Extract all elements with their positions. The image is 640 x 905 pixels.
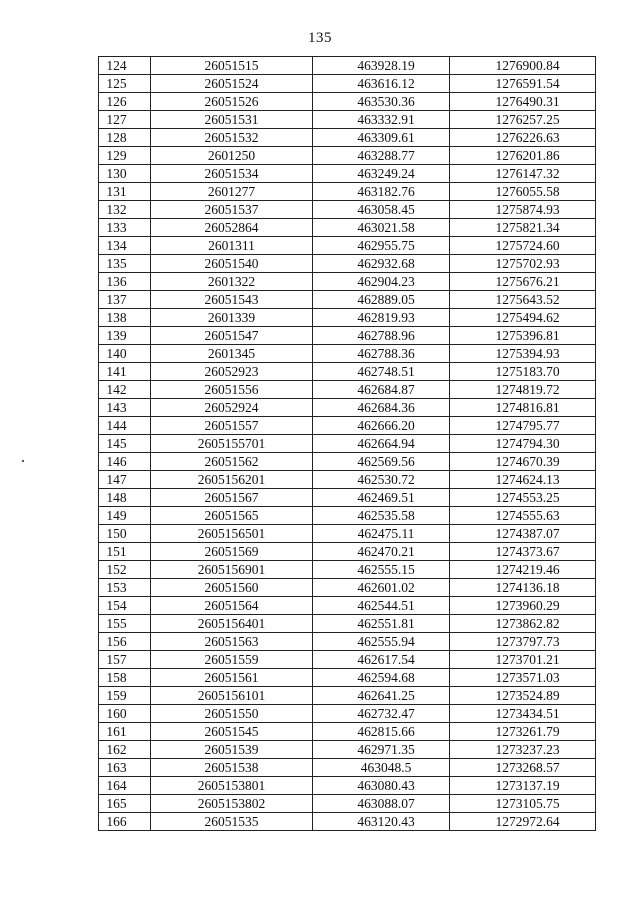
y-coordinate-cell: 1273434.51	[450, 705, 596, 723]
x-coordinate-cell: 462601.02	[313, 579, 450, 597]
row-index-cell: 133	[99, 219, 151, 237]
row-index-cell: 137	[99, 291, 151, 309]
point-number-cell: 26051532	[151, 129, 313, 147]
x-coordinate-cell: 462815.66	[313, 723, 450, 741]
y-coordinate-cell: 1274373.67	[450, 543, 596, 561]
y-coordinate-cell: 1273797.73	[450, 633, 596, 651]
table-row	[99, 435, 596, 453]
point-number-cell: 2605156401	[151, 615, 313, 633]
point-number-cell: 26051563	[151, 633, 313, 651]
y-coordinate-cell: 1274795.77	[450, 417, 596, 435]
y-coordinate-cell: 1273524.89	[450, 687, 596, 705]
x-coordinate-cell: 462684.87	[313, 381, 450, 399]
x-coordinate-cell: 462544.51	[313, 597, 450, 615]
table-row	[99, 597, 596, 615]
table-row	[99, 705, 596, 723]
y-coordinate-cell: 1275724.60	[450, 237, 596, 255]
point-number-cell: 26051531	[151, 111, 313, 129]
y-coordinate-cell: 1276055.58	[450, 183, 596, 201]
point-number-cell: 2605156101	[151, 687, 313, 705]
y-coordinate-cell: 1273701.21	[450, 651, 596, 669]
x-coordinate-cell: 462955.75	[313, 237, 450, 255]
table-row	[99, 795, 596, 813]
x-coordinate-cell: 463058.45	[313, 201, 450, 219]
point-number-cell: 26051559	[151, 651, 313, 669]
x-coordinate-cell: 463928.19	[313, 57, 450, 75]
row-index-cell: 156	[99, 633, 151, 651]
y-coordinate-cell: 1274819.72	[450, 381, 596, 399]
row-index-cell: 128	[99, 129, 151, 147]
point-number-cell: 26052923	[151, 363, 313, 381]
point-number-cell: 2601250	[151, 147, 313, 165]
y-coordinate-cell: 1274624.13	[450, 471, 596, 489]
x-coordinate-cell: 463120.43	[313, 813, 450, 831]
table-row	[99, 75, 596, 93]
y-coordinate-cell: 1274670.39	[450, 453, 596, 471]
point-number-cell: 2605156501	[151, 525, 313, 543]
row-index-cell: 162	[99, 741, 151, 759]
x-coordinate-cell: 462555.15	[313, 561, 450, 579]
row-index-cell: 148	[99, 489, 151, 507]
point-number-cell: 2601339	[151, 309, 313, 327]
point-number-cell: 26051556	[151, 381, 313, 399]
table-row	[99, 309, 596, 327]
point-number-cell: 26051538	[151, 759, 313, 777]
row-index-cell: 165	[99, 795, 151, 813]
x-coordinate-cell: 462666.20	[313, 417, 450, 435]
row-index-cell: 155	[99, 615, 151, 633]
y-coordinate-cell: 1274387.07	[450, 525, 596, 543]
table-row	[99, 489, 596, 507]
y-coordinate-cell: 1273105.75	[450, 795, 596, 813]
table-row	[99, 543, 596, 561]
row-index-cell: 124	[99, 57, 151, 75]
table-row	[99, 165, 596, 183]
y-coordinate-cell: 1274555.63	[450, 507, 596, 525]
y-coordinate-cell: 1273862.82	[450, 615, 596, 633]
table-row	[99, 129, 596, 147]
x-coordinate-cell: 462788.96	[313, 327, 450, 345]
y-coordinate-cell: 1273960.29	[450, 597, 596, 615]
y-coordinate-cell: 1273237.23	[450, 741, 596, 759]
y-coordinate-cell: 1273261.79	[450, 723, 596, 741]
x-coordinate-cell: 462530.72	[313, 471, 450, 489]
row-index-cell: 166	[99, 813, 151, 831]
table-row	[99, 525, 596, 543]
point-number-cell: 26051540	[151, 255, 313, 273]
y-coordinate-cell: 1274219.46	[450, 561, 596, 579]
point-number-cell: 26051561	[151, 669, 313, 687]
x-coordinate-cell: 462551.81	[313, 615, 450, 633]
table-row	[99, 399, 596, 417]
x-coordinate-cell: 462535.58	[313, 507, 450, 525]
row-index-cell: 130	[99, 165, 151, 183]
y-coordinate-cell: 1276591.54	[450, 75, 596, 93]
row-index-cell: 153	[99, 579, 151, 597]
y-coordinate-cell: 1275394.93	[450, 345, 596, 363]
x-coordinate-cell: 462594.68	[313, 669, 450, 687]
table-row	[99, 147, 596, 165]
table-row	[99, 219, 596, 237]
point-number-cell: 26051557	[151, 417, 313, 435]
x-coordinate-cell: 463530.36	[313, 93, 450, 111]
x-coordinate-cell: 463288.77	[313, 147, 450, 165]
y-coordinate-cell: 1275702.93	[450, 255, 596, 273]
point-number-cell: 26051537	[151, 201, 313, 219]
point-number-cell: 26051526	[151, 93, 313, 111]
row-index-cell: 146	[99, 453, 151, 471]
y-coordinate-cell: 1276201.86	[450, 147, 596, 165]
x-coordinate-cell: 462971.35	[313, 741, 450, 759]
point-number-cell: 2605155701	[151, 435, 313, 453]
row-index-cell: 132	[99, 201, 151, 219]
row-index-cell: 126	[99, 93, 151, 111]
point-number-cell: 26051543	[151, 291, 313, 309]
page-number: 135	[308, 30, 332, 46]
x-coordinate-cell: 463249.24	[313, 165, 450, 183]
table-row	[99, 345, 596, 363]
y-coordinate-cell: 1276226.63	[450, 129, 596, 147]
y-coordinate-cell: 1273137.19	[450, 777, 596, 795]
table-row	[99, 381, 596, 399]
point-number-cell: 26051534	[151, 165, 313, 183]
table-row	[99, 255, 596, 273]
y-coordinate-cell: 1275396.81	[450, 327, 596, 345]
row-index-cell: 136	[99, 273, 151, 291]
point-number-cell: 2605153802	[151, 795, 313, 813]
table-row	[99, 633, 596, 651]
row-index-cell: 145	[99, 435, 151, 453]
y-coordinate-cell: 1274136.18	[450, 579, 596, 597]
table-row	[99, 327, 596, 345]
point-number-cell: 26051524	[151, 75, 313, 93]
row-index-cell: 127	[99, 111, 151, 129]
x-coordinate-cell: 463182.76	[313, 183, 450, 201]
table-row	[99, 471, 596, 489]
point-number-cell: 26051560	[151, 579, 313, 597]
x-coordinate-cell: 462684.36	[313, 399, 450, 417]
table-row	[99, 759, 596, 777]
row-index-cell: 161	[99, 723, 151, 741]
table-row	[99, 741, 596, 759]
table-row	[99, 669, 596, 687]
point-number-cell: 2605153801	[151, 777, 313, 795]
x-coordinate-cell: 463021.58	[313, 219, 450, 237]
x-coordinate-cell: 462889.05	[313, 291, 450, 309]
table-row	[99, 687, 596, 705]
point-number-cell: 2601345	[151, 345, 313, 363]
row-index-cell: 143	[99, 399, 151, 417]
row-index-cell: 157	[99, 651, 151, 669]
x-coordinate-cell: 462732.47	[313, 705, 450, 723]
row-index-cell: 160	[99, 705, 151, 723]
x-coordinate-cell: 463080.43	[313, 777, 450, 795]
row-index-cell: 139	[99, 327, 151, 345]
y-coordinate-cell: 1276147.32	[450, 165, 596, 183]
point-number-cell: 2605156201	[151, 471, 313, 489]
table-row	[99, 777, 596, 795]
row-index-cell: 138	[99, 309, 151, 327]
x-coordinate-cell: 463088.07	[313, 795, 450, 813]
table-row	[99, 813, 596, 831]
y-coordinate-cell: 1276900.84	[450, 57, 596, 75]
table-row	[99, 615, 596, 633]
x-coordinate-cell: 462617.54	[313, 651, 450, 669]
table-row	[99, 507, 596, 525]
y-coordinate-cell: 1274553.25	[450, 489, 596, 507]
point-number-cell: 2601277	[151, 183, 313, 201]
x-coordinate-cell: 462904.23	[313, 273, 450, 291]
x-coordinate-cell: 463048.5	[313, 759, 450, 777]
x-coordinate-cell: 462932.68	[313, 255, 450, 273]
table-row	[99, 111, 596, 129]
row-index-cell: 141	[99, 363, 151, 381]
point-number-cell: 26051515	[151, 57, 313, 75]
point-number-cell: 26051562	[151, 453, 313, 471]
row-index-cell: 150	[99, 525, 151, 543]
y-coordinate-cell: 1276490.31	[450, 93, 596, 111]
row-index-cell: 129	[99, 147, 151, 165]
x-coordinate-cell: 462748.51	[313, 363, 450, 381]
x-coordinate-cell: 462569.56	[313, 453, 450, 471]
x-coordinate-cell: 463332.91	[313, 111, 450, 129]
point-number-cell: 26052864	[151, 219, 313, 237]
row-index-cell: 151	[99, 543, 151, 561]
point-number-cell: 26051567	[151, 489, 313, 507]
point-number-cell: 26051569	[151, 543, 313, 561]
row-index-cell: 147	[99, 471, 151, 489]
point-number-cell: 26052924	[151, 399, 313, 417]
x-coordinate-cell: 462819.93	[313, 309, 450, 327]
row-index-cell: 164	[99, 777, 151, 795]
point-number-cell: 26051539	[151, 741, 313, 759]
scan-speck	[22, 460, 24, 462]
table-row	[99, 273, 596, 291]
row-index-cell: 152	[99, 561, 151, 579]
row-index-cell: 131	[99, 183, 151, 201]
coordinates-table	[98, 56, 596, 831]
table-row	[99, 561, 596, 579]
coordinates-table-body	[99, 57, 596, 831]
row-index-cell: 142	[99, 381, 151, 399]
x-coordinate-cell: 462475.11	[313, 525, 450, 543]
y-coordinate-cell: 1275874.93	[450, 201, 596, 219]
point-number-cell: 26051550	[151, 705, 313, 723]
row-index-cell: 149	[99, 507, 151, 525]
y-coordinate-cell: 1276257.25	[450, 111, 596, 129]
y-coordinate-cell: 1275643.52	[450, 291, 596, 309]
table-row	[99, 93, 596, 111]
point-number-cell: 26051547	[151, 327, 313, 345]
row-index-cell: 158	[99, 669, 151, 687]
y-coordinate-cell: 1275821.34	[450, 219, 596, 237]
table-row	[99, 723, 596, 741]
x-coordinate-cell: 462664.94	[313, 435, 450, 453]
row-index-cell: 154	[99, 597, 151, 615]
y-coordinate-cell: 1272972.64	[450, 813, 596, 831]
y-coordinate-cell: 1275183.70	[450, 363, 596, 381]
point-number-cell: 26051564	[151, 597, 313, 615]
table-row	[99, 651, 596, 669]
x-coordinate-cell: 462469.51	[313, 489, 450, 507]
x-coordinate-cell: 462641.25	[313, 687, 450, 705]
row-index-cell: 125	[99, 75, 151, 93]
point-number-cell: 26051545	[151, 723, 313, 741]
row-index-cell: 140	[99, 345, 151, 363]
table-row	[99, 237, 596, 255]
row-index-cell: 163	[99, 759, 151, 777]
point-number-cell: 26051565	[151, 507, 313, 525]
y-coordinate-cell: 1273571.03	[450, 669, 596, 687]
row-index-cell: 135	[99, 255, 151, 273]
table-row	[99, 291, 596, 309]
x-coordinate-cell: 462555.94	[313, 633, 450, 651]
point-number-cell: 2601311	[151, 237, 313, 255]
y-coordinate-cell: 1274794.30	[450, 435, 596, 453]
y-coordinate-cell: 1275494.62	[450, 309, 596, 327]
row-index-cell: 159	[99, 687, 151, 705]
x-coordinate-cell: 463616.12	[313, 75, 450, 93]
table-row	[99, 201, 596, 219]
table-row	[99, 453, 596, 471]
table-row	[99, 183, 596, 201]
row-index-cell: 144	[99, 417, 151, 435]
table-row	[99, 579, 596, 597]
x-coordinate-cell: 463309.61	[313, 129, 450, 147]
x-coordinate-cell: 462788.36	[313, 345, 450, 363]
table-row	[99, 363, 596, 381]
x-coordinate-cell: 462470.21	[313, 543, 450, 561]
y-coordinate-cell: 1274816.81	[450, 399, 596, 417]
row-index-cell: 134	[99, 237, 151, 255]
point-number-cell: 26051535	[151, 813, 313, 831]
table-row	[99, 417, 596, 435]
y-coordinate-cell: 1275676.21	[450, 273, 596, 291]
y-coordinate-cell: 1273268.57	[450, 759, 596, 777]
point-number-cell: 2601322	[151, 273, 313, 291]
table-row	[99, 57, 596, 75]
point-number-cell: 2605156901	[151, 561, 313, 579]
